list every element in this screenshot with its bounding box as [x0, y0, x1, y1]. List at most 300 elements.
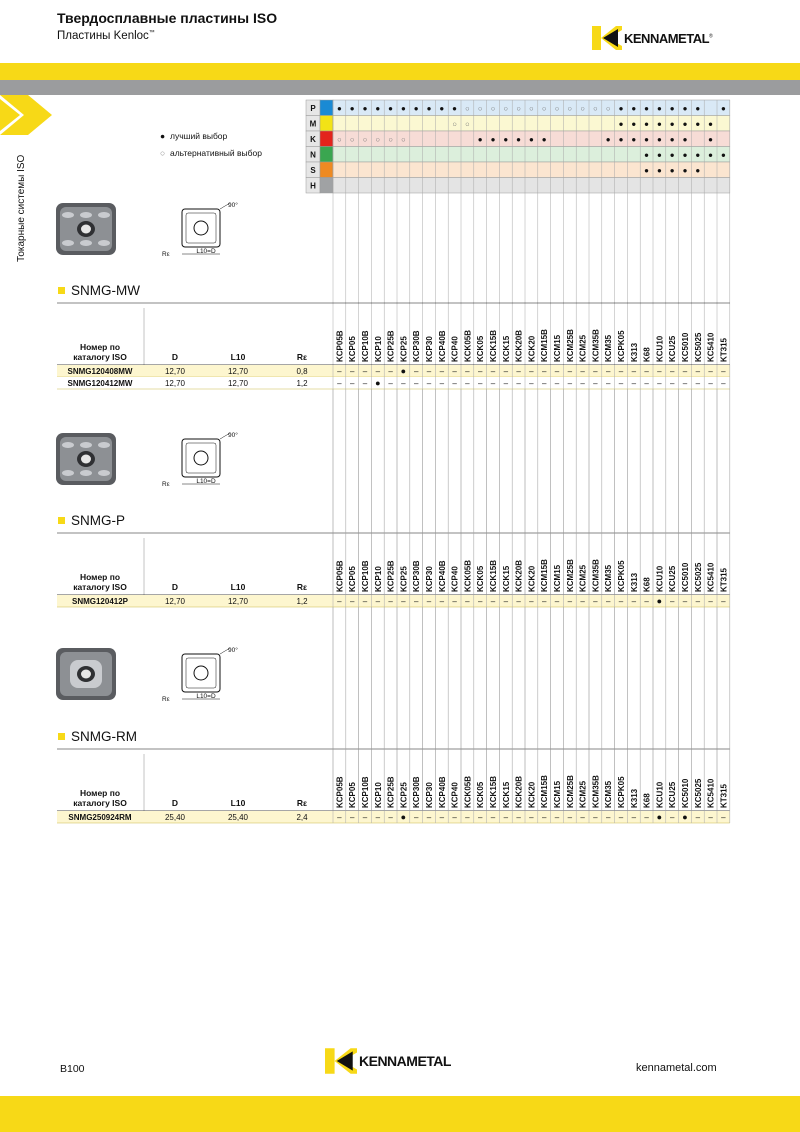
- not-available-dash: –: [605, 379, 611, 388]
- not-available-dash: –: [618, 367, 624, 376]
- l10-value: 12,70: [227, 379, 249, 388]
- grade-header-KCK05: KCK05: [476, 565, 486, 592]
- grade-header-KC5010: KC5010: [681, 778, 690, 808]
- table-row: [57, 377, 730, 389]
- insert-photo-icon: [56, 203, 116, 255]
- not-available-dash: –: [452, 813, 457, 822]
- grade-header-KCK15: KCK15: [501, 781, 511, 808]
- grade-header-KCPK05: KCPK05: [617, 330, 626, 362]
- not-available-dash: –: [426, 597, 432, 606]
- best-choice-dot: ●: [349, 104, 355, 113]
- re-value: 0,8: [296, 367, 308, 376]
- not-available-dash: –: [541, 813, 547, 822]
- not-available-dash: –: [721, 597, 726, 606]
- material-color-swatch: [320, 131, 333, 147]
- catalog-number: SNMG120408MW: [67, 367, 133, 376]
- not-available-dash: –: [362, 379, 368, 388]
- best-choice-dot: ●: [708, 119, 714, 129]
- not-available-dash: –: [439, 597, 445, 606]
- best-choice-dot: ●: [656, 104, 662, 113]
- alt-choice-dot: ○: [529, 104, 534, 113]
- chipbreaker-groove: [62, 470, 74, 476]
- not-available-dash: –: [708, 813, 713, 822]
- grade-header-KCM35: KCM35: [604, 334, 614, 362]
- grade-header-KCM15: KCM15: [553, 334, 562, 362]
- alt-choice-dot: ○: [593, 104, 598, 113]
- not-available-dash: –: [644, 367, 649, 376]
- grade-header-KCM35B: KCM35B: [591, 775, 601, 808]
- insert-dimension-drawing: [182, 433, 230, 484]
- best-choice-dot: ●: [708, 150, 714, 160]
- grade-header-KCU10: KCU10: [655, 335, 665, 362]
- grade-header-KCP10: KCP10: [373, 782, 383, 808]
- grade-header-KCP05B: KCP05B: [335, 560, 345, 592]
- not-available-dash: –: [695, 367, 701, 376]
- d-header: D: [171, 582, 179, 592]
- not-available-dash: –: [337, 367, 342, 376]
- grade-header-KCU10: KCU10: [655, 565, 665, 592]
- not-available-dash: –: [529, 597, 534, 606]
- best-choice-dot: ●: [656, 119, 662, 129]
- grade-header-K313: K313: [629, 572, 639, 592]
- re-header: Rε: [296, 582, 308, 592]
- not-available-dash: –: [631, 367, 637, 376]
- grade-header-KCP30B: KCP30B: [412, 330, 422, 362]
- grade-header-KCP10: KCP10: [373, 566, 383, 592]
- not-available-dash: –: [580, 379, 585, 388]
- not-available-dash: –: [375, 597, 381, 606]
- alt-choice-dot: ○: [516, 104, 521, 113]
- not-available-dash: –: [669, 379, 675, 388]
- grade-header-KCP40B: KCP40B: [437, 330, 447, 362]
- not-available-dash: –: [554, 379, 560, 388]
- not-available-dash: –: [554, 367, 560, 376]
- not-available-dash: –: [490, 367, 496, 376]
- not-available-dash: –: [490, 379, 496, 388]
- insert-photo-icon: [56, 433, 116, 485]
- best-choice-dot: ●: [695, 119, 701, 129]
- not-available-dash: –: [375, 813, 381, 822]
- website-link[interactable]: kennametal.com: [636, 1062, 717, 1074]
- not-available-dash: –: [657, 367, 662, 376]
- grade-header-KCM15: KCM15: [553, 780, 562, 808]
- catalog-header-line1: Номер по: [79, 788, 121, 798]
- grade-header-KCP05: KCP05: [348, 566, 358, 592]
- not-available-dash: –: [465, 597, 470, 606]
- grade-header-KCPK05: KCPK05: [617, 776, 626, 808]
- grade-header-KCK05B: KCK05B: [463, 775, 473, 808]
- grade-header-KCP30: KCP30: [425, 782, 434, 808]
- alt-choice-dot: ○: [337, 135, 342, 144]
- grade-header-KCM25: KCM25: [578, 564, 588, 592]
- not-available-dash: –: [567, 379, 573, 388]
- alt-choice-dot: ○: [605, 104, 611, 113]
- alt-choice-dot: ○: [388, 135, 393, 144]
- grade-header-KCM15B: KCM15B: [540, 329, 550, 362]
- chipbreaker-groove: [62, 212, 74, 218]
- not-available-dash: –: [362, 367, 368, 376]
- best-choice-dot: ●: [669, 166, 675, 175]
- table-row: [57, 811, 730, 823]
- material-code-N: N: [310, 150, 316, 160]
- best-choice-dot: ●: [644, 135, 650, 144]
- section-title-snmg-p: SNMG-P: [58, 513, 125, 528]
- grade-header-KCK20B: KCK20B: [514, 559, 524, 592]
- grade-header-KCP40: KCP40: [450, 782, 460, 808]
- not-available-dash: –: [426, 813, 432, 822]
- not-available-dash: –: [593, 813, 598, 822]
- not-available-dash: –: [477, 597, 483, 606]
- not-available-dash: –: [580, 597, 585, 606]
- grade-header-KCP10: KCP10: [373, 336, 383, 362]
- chipbreaker-groove: [80, 212, 92, 218]
- best-choice-dot: ●: [682, 166, 688, 175]
- grade-header-KCK20B: KCK20B: [514, 775, 524, 808]
- not-available-dash: –: [682, 367, 688, 376]
- recommended-dot: ●: [656, 596, 663, 606]
- not-available-dash: –: [388, 379, 393, 388]
- catalog-number: SNMG250924RM: [68, 813, 132, 822]
- best-choice-dot: ●: [631, 119, 637, 129]
- grade-header-KCM25B: KCM25B: [565, 329, 575, 362]
- grade-header-KCK15B: KCK15B: [489, 329, 498, 362]
- not-available-dash: –: [721, 813, 726, 822]
- grade-header-KCM25: KCM25: [578, 334, 588, 362]
- not-available-dash: –: [644, 597, 649, 606]
- best-choice-dot: ●: [631, 135, 637, 144]
- material-code-S: S: [310, 166, 316, 175]
- not-available-dash: –: [337, 813, 342, 822]
- best-choice-dot: ●: [375, 104, 381, 113]
- grade-header-KCP30B: KCP30B: [412, 776, 422, 808]
- grade-header-KCU25: KCU25: [668, 781, 678, 808]
- alt-choice-dot: ○: [490, 104, 496, 113]
- best-choice-dot: ●: [669, 119, 675, 129]
- l10-value: 25,40: [227, 813, 249, 822]
- best-choice-dot: ●: [720, 104, 726, 113]
- alt-choice-dot: ○: [503, 104, 509, 113]
- insert-hole-shine: [81, 455, 91, 464]
- footer-yellow-band: [0, 1096, 800, 1132]
- not-available-dash: –: [708, 597, 713, 606]
- angle-label: 90°: [228, 432, 238, 439]
- re-value: 2,4: [296, 813, 308, 822]
- material-color-swatch: [320, 147, 333, 163]
- grade-header-KCK15B: KCK15B: [489, 775, 498, 808]
- not-available-dash: –: [567, 597, 573, 606]
- d-header: D: [171, 798, 179, 808]
- catalog-number: SNMG120412P: [71, 597, 129, 606]
- legend-alt-label: альтернативный выбор: [170, 148, 262, 158]
- insert-photo-icon: [56, 648, 116, 700]
- grade-header-KCK05B: KCK05B: [463, 329, 473, 362]
- catalog-number: SNMG120412MW: [67, 379, 133, 388]
- best-choice-dot: ●: [605, 135, 611, 144]
- grade-header-KCU25: KCU25: [668, 565, 678, 592]
- grade-header-KCP25: KCP25: [399, 566, 409, 592]
- sidebar-label: Токарные системы ISO: [16, 154, 27, 262]
- grade-header-KCP10B: KCP10B: [361, 776, 370, 808]
- best-choice-dot: ●: [682, 104, 688, 113]
- not-available-dash: –: [477, 367, 483, 376]
- chipbreaker-groove: [62, 240, 74, 246]
- grade-header-KC5025: KC5025: [693, 778, 703, 808]
- grade-header-KCM35: KCM35: [604, 780, 614, 808]
- best-choice-dot: ●: [656, 166, 662, 175]
- not-available-dash: –: [439, 379, 445, 388]
- not-available-dash: –: [593, 367, 598, 376]
- best-choice-dot: ●: [644, 150, 650, 160]
- not-available-dash: –: [349, 367, 355, 376]
- not-available-dash: –: [721, 379, 726, 388]
- grade-header-K68: K68: [642, 793, 652, 808]
- grade-header-KCP40B: KCP40B: [437, 776, 447, 808]
- radius-label: Rε: [162, 696, 170, 703]
- alt-choice-dot: ○: [465, 119, 470, 129]
- not-available-dash: –: [618, 597, 624, 606]
- length-label: L10=D: [196, 693, 216, 700]
- grade-header-KCK20: KCK20: [527, 565, 537, 592]
- not-available-dash: –: [516, 597, 521, 606]
- not-available-dash: –: [605, 813, 611, 822]
- grade-header-KC5410: KC5410: [706, 332, 716, 362]
- not-available-dash: –: [529, 379, 534, 388]
- recommended-dot: ●: [656, 812, 663, 822]
- d-header: D: [171, 352, 179, 362]
- insert-outline: [182, 209, 220, 247]
- grade-header-K68: K68: [642, 347, 652, 362]
- chipbreaker-groove: [80, 442, 92, 448]
- grade-header-KCK20: KCK20: [527, 335, 537, 362]
- radius-label: Rε: [162, 251, 170, 258]
- not-available-dash: –: [388, 813, 393, 822]
- best-choice-dot: ●: [669, 150, 675, 160]
- catalog-header-line1: Номер по: [79, 342, 121, 352]
- not-available-dash: –: [388, 367, 393, 376]
- not-available-dash: –: [516, 813, 521, 822]
- grade-header-KCU10: KCU10: [655, 781, 665, 808]
- insert-dimension-drawing: [182, 648, 230, 699]
- best-choice-dot: ●: [669, 104, 675, 113]
- grade-header-KC5410: KC5410: [706, 778, 716, 808]
- d-value: 25,40: [164, 813, 186, 822]
- best-choice-dot: ●: [682, 150, 688, 160]
- chipbreaker-groove: [98, 212, 110, 218]
- not-available-dash: –: [580, 367, 585, 376]
- grade-header-KCP10B: KCP10B: [361, 560, 370, 592]
- not-available-dash: –: [618, 379, 624, 388]
- radius-label: Rε: [162, 481, 170, 488]
- grade-header-KCP25: KCP25: [399, 336, 409, 362]
- catalog-header-line2: каталогу ISO: [73, 352, 127, 362]
- subtitle-text: Пластины Kenloc: [57, 30, 149, 42]
- grade-header-KCP05: KCP05: [348, 336, 358, 362]
- grade-header-KCP40: KCP40: [450, 566, 460, 592]
- best-choice-dot: ●: [695, 104, 701, 113]
- re-value: 1,2: [296, 597, 308, 606]
- best-choice-dot: ●: [695, 150, 701, 160]
- not-available-dash: –: [644, 813, 649, 822]
- alt-choice-dot: ○: [375, 135, 381, 144]
- not-available-dash: –: [669, 597, 675, 606]
- grade-header-KCM15B: KCM15B: [540, 559, 550, 592]
- best-choice-dot: ●: [708, 135, 714, 144]
- best-choice-dot: ●: [362, 104, 368, 113]
- best-choice-dot: ●: [503, 135, 509, 144]
- alt-choice-dot: ○: [452, 119, 457, 129]
- not-available-dash: –: [618, 813, 624, 822]
- not-available-dash: –: [554, 813, 560, 822]
- not-available-dash: –: [580, 813, 585, 822]
- best-choice-dot: ●: [695, 166, 701, 175]
- best-choice-dot: ●: [400, 104, 406, 113]
- alt-choice-dot: ○: [349, 135, 355, 144]
- not-available-dash: –: [439, 813, 445, 822]
- best-choice-dot: ●: [618, 104, 624, 113]
- not-available-dash: –: [465, 813, 470, 822]
- best-choice-dot: ●: [720, 150, 726, 160]
- grade-header-KCP30: KCP30: [425, 336, 434, 362]
- catalog-header-line2: каталогу ISO: [73, 798, 127, 808]
- best-choice-dot: ●: [656, 150, 662, 160]
- grade-header-KCP30: KCP30: [425, 566, 434, 592]
- grade-header-KC5010: KC5010: [681, 332, 690, 362]
- best-choice-dot: ●: [669, 135, 675, 144]
- grade-header-KCK20: KCK20: [527, 781, 537, 808]
- length-label: L10=D: [196, 478, 216, 485]
- catalog-header-line2: каталогу ISO: [73, 582, 127, 592]
- grade-header-KCP40B: KCP40B: [437, 560, 447, 592]
- not-available-dash: –: [682, 379, 688, 388]
- yellow-square-icon: [58, 733, 65, 740]
- not-available-dash: –: [362, 813, 368, 822]
- not-available-dash: –: [529, 367, 534, 376]
- grade-header-KCP05B: KCP05B: [335, 330, 345, 362]
- best-choice-dot: ●: [656, 135, 662, 144]
- d-value: 12,70: [164, 379, 186, 388]
- alt-choice-dot: ○: [541, 104, 547, 113]
- alt-choice-dot: ○: [465, 104, 470, 113]
- grade-header-KCP05: KCP05: [348, 782, 358, 808]
- grade-header-KCM25B: KCM25B: [565, 559, 575, 592]
- not-available-dash: –: [529, 813, 534, 822]
- chipbreaker-groove: [98, 470, 110, 476]
- not-available-dash: –: [426, 367, 432, 376]
- chipbreaker-groove: [80, 470, 92, 476]
- material-row-band: [333, 178, 730, 194]
- not-available-dash: –: [337, 379, 342, 388]
- insert-dimension-drawing: [182, 203, 230, 254]
- grade-header-KCP25B: KCP25B: [386, 560, 396, 592]
- not-available-dash: –: [465, 379, 470, 388]
- grade-header-KCP25B: KCP25B: [386, 330, 396, 362]
- material-code-K: K: [310, 135, 316, 144]
- grade-header-KT315: KT315: [719, 337, 729, 362]
- alt-choice-dot: ○: [554, 104, 560, 113]
- not-available-dash: –: [452, 367, 457, 376]
- grade-header-KCK15: KCK15: [501, 335, 511, 362]
- not-available-dash: –: [541, 597, 547, 606]
- not-available-dash: –: [669, 367, 675, 376]
- grade-header-KC5010: KC5010: [681, 562, 690, 592]
- not-available-dash: –: [721, 367, 726, 376]
- not-available-dash: –: [605, 597, 611, 606]
- grade-header-KCP10B: KCP10B: [361, 330, 370, 362]
- length-label: L10=D: [196, 248, 216, 255]
- best-choice-dot: ●: [439, 104, 445, 113]
- l10-value: 12,70: [227, 367, 249, 376]
- l10-header: L10: [230, 582, 246, 592]
- not-available-dash: –: [503, 597, 509, 606]
- not-available-dash: –: [375, 367, 381, 376]
- grade-header-KCM35B: KCM35B: [591, 559, 601, 592]
- alt-choice-dot: ○: [477, 104, 483, 113]
- grade-header-KCM35: KCM35: [604, 564, 614, 592]
- alt-choice-dot: ○: [580, 104, 585, 113]
- alt-choice-dot: ○: [567, 104, 573, 113]
- best-choice-dot: ●: [516, 135, 522, 144]
- not-available-dash: –: [605, 367, 611, 376]
- not-available-dash: –: [413, 597, 419, 606]
- brand-name: KENNAMETAL®: [624, 30, 713, 46]
- page-title: Твердосплавные пластины ISO: [57, 10, 278, 26]
- alt-choice-dot: ○: [362, 135, 368, 144]
- angle-label: 90°: [228, 647, 238, 654]
- material-code-P: P: [310, 104, 316, 113]
- section-title-snmg-mw: SNMG-MW: [58, 283, 140, 298]
- grade-header-KCP25: KCP25: [399, 782, 409, 808]
- not-available-dash: –: [490, 813, 496, 822]
- not-available-dash: –: [695, 597, 701, 606]
- not-available-dash: –: [490, 597, 496, 606]
- insert-hole-shine: [81, 225, 91, 234]
- chipbreaker-groove: [98, 442, 110, 448]
- l10-value: 12,70: [227, 597, 249, 606]
- recommended-dot: ●: [400, 812, 407, 822]
- best-choice-dot: ●: [490, 135, 496, 144]
- not-available-dash: –: [516, 379, 521, 388]
- not-available-dash: –: [657, 379, 662, 388]
- catalog-header-line1: Номер по: [79, 572, 121, 582]
- best-choice-dot: ●: [426, 104, 432, 113]
- not-available-dash: –: [503, 367, 509, 376]
- best-choice-dot: ●: [336, 104, 342, 113]
- grade-header-KCM25B: KCM25B: [565, 775, 575, 808]
- filled-dot-icon: ●: [160, 131, 166, 141]
- not-available-dash: –: [708, 367, 713, 376]
- grade-header-KCK15: KCK15: [501, 565, 511, 592]
- not-available-dash: –: [669, 813, 675, 822]
- best-choice-dot: ●: [618, 119, 624, 129]
- grade-header-KCM35B: KCM35B: [591, 329, 601, 362]
- not-available-dash: –: [503, 813, 509, 822]
- grade-header-KC5025: KC5025: [693, 562, 703, 592]
- not-available-dash: –: [541, 379, 547, 388]
- re-header: Rε: [296, 798, 308, 808]
- recommended-dot: ●: [375, 378, 381, 388]
- not-available-dash: –: [503, 379, 509, 388]
- not-available-dash: –: [349, 813, 355, 822]
- grade-header-KCU25: KCU25: [668, 335, 678, 362]
- best-choice-dot: ●: [644, 119, 650, 129]
- material-code-H: H: [310, 181, 316, 191]
- not-available-dash: –: [337, 597, 342, 606]
- best-choice-dot: ●: [477, 135, 483, 144]
- insert-outline: [182, 654, 220, 692]
- not-available-dash: –: [465, 367, 470, 376]
- grade-header-KCK05: KCK05: [476, 781, 486, 808]
- not-available-dash: –: [631, 813, 637, 822]
